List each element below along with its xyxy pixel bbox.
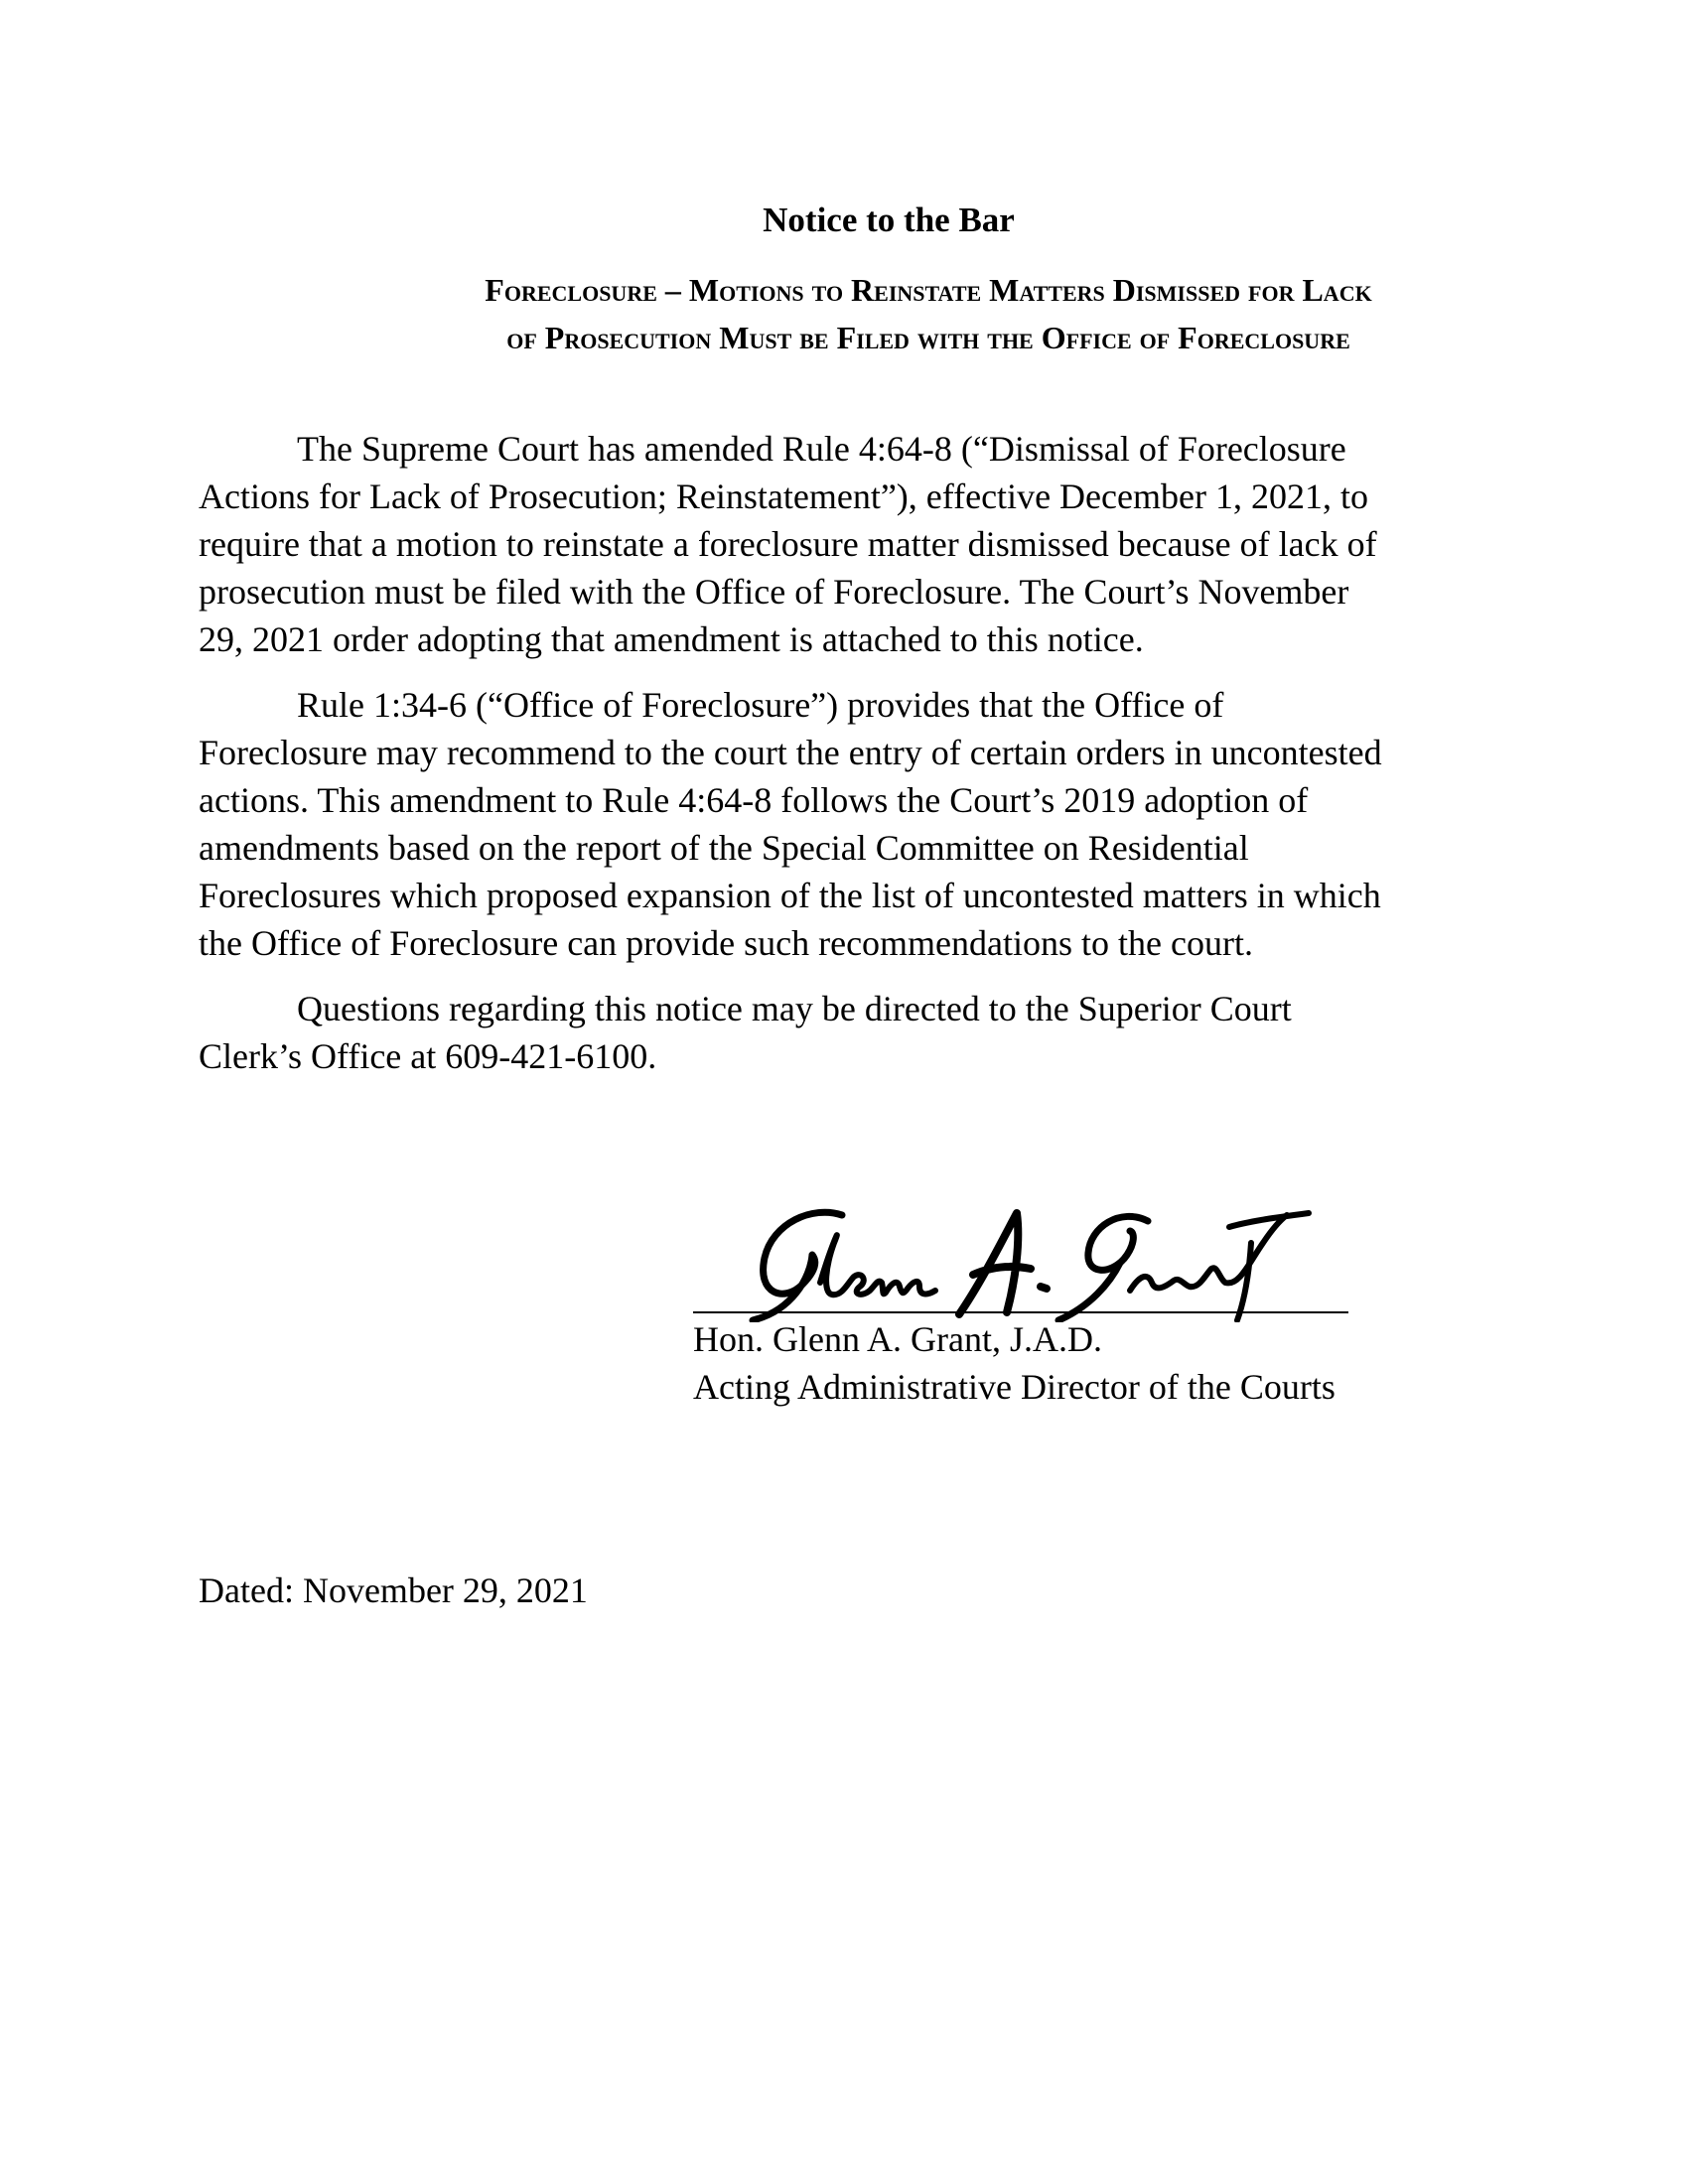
notice-title: Notice to the Bar — [763, 201, 1015, 239]
signature-line — [693, 1311, 1348, 1313]
subject-heading-line-2: of Prosecution Must be Filed with the Office of Foreclosure — [506, 320, 1350, 355]
body-line: Questions regarding this notice may be directed to the Superior Court — [297, 989, 1292, 1028]
body-line: prosecution must be filed with the Office of Foreclosure. The Court’s November — [199, 572, 1349, 612]
notice-body — [199, 425, 1489, 1098]
body-line: the Office of Foreclosure can provide such recommendations to the court. — [199, 923, 1253, 963]
signer-title: Acting Administrative Director of the Courts — [693, 1367, 1336, 1407]
body-line: Rule 1:34-6 (“Office of Foreclosure”) provides that the Office of — [297, 685, 1224, 725]
body-line: Foreclosure may recommend to the court the entry of certain orders in uncontested — [199, 733, 1382, 772]
body-line: amendments based on the report of the Special Committee on Residential — [199, 828, 1249, 868]
handwritten-signature — [693, 1203, 1348, 1322]
body-paragraph-2 — [199, 681, 1489, 967]
signer-name: Hon. Glenn A. Grant, J.A.D. — [693, 1319, 1102, 1359]
body-line: Clerk’s Office at 609-421-6100. — [199, 1036, 657, 1076]
body-line: require that a motion to reinstate a foreclosure matter dismissed because of lack of — [199, 524, 1377, 564]
dated-line: Dated: November 29, 2021 — [199, 1570, 588, 1610]
body-line: actions. This amendment to Rule 4:64-8 follows the Court’s 2019 adoption of — [199, 780, 1309, 820]
body-line: Actions for Lack of Prosecution; Reinstatement”), effective December 1, 2021, to — [199, 477, 1368, 516]
body-paragraph-3 — [199, 985, 1489, 1080]
body-line: 29, 2021 order adopting that amendment is attached to this notice. — [199, 619, 1144, 659]
subject-heading-line-1: Foreclosure – Motions to Reinstate Matters Dismissed for Lack — [485, 272, 1372, 308]
subject-heading — [199, 266, 1658, 361]
body-line: Foreclosures which proposed expansion of the list of uncontested matters in which — [199, 876, 1381, 915]
body-paragraph-1 — [199, 425, 1489, 663]
body-line: The Supreme Court has amended Rule 4:64-8 (“Dismissal of Foreclosure — [297, 429, 1346, 469]
